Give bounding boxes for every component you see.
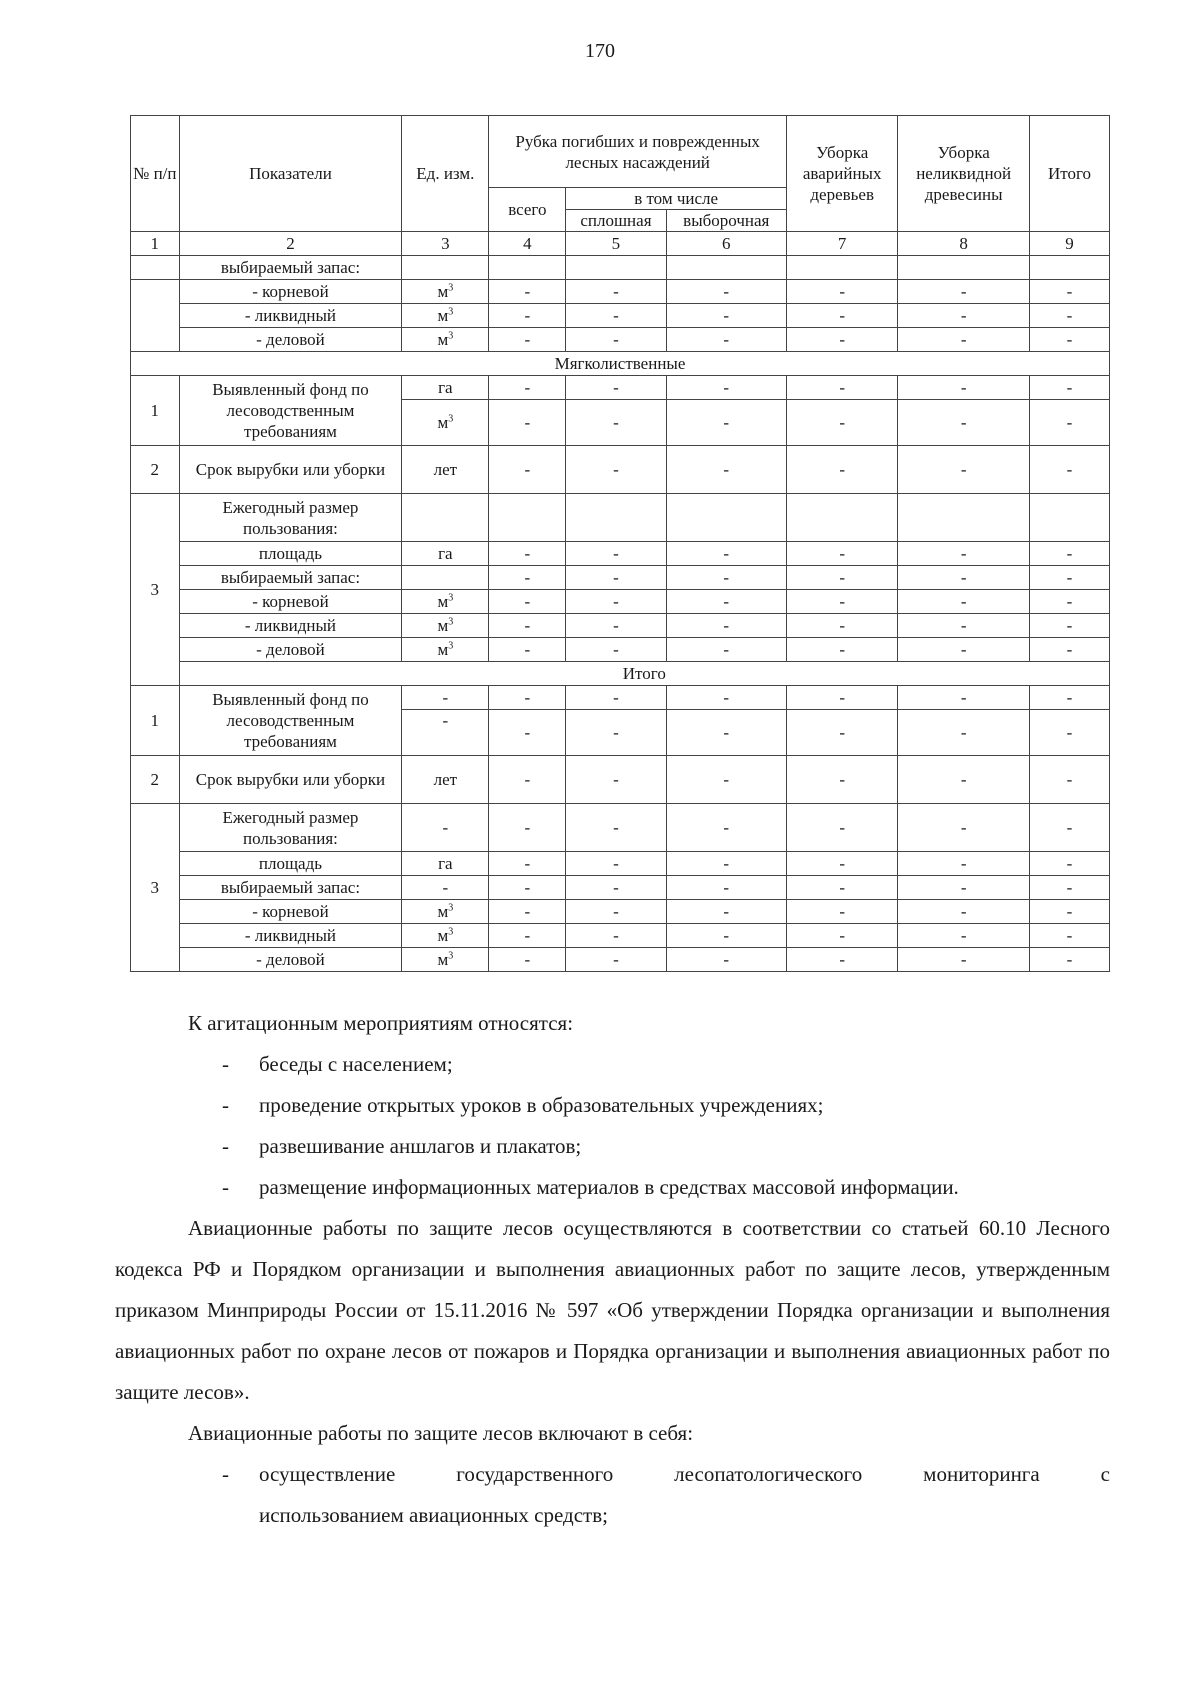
value-cell: - (1029, 614, 1109, 638)
value-cell: - (566, 900, 666, 924)
row-label: площадь (179, 852, 402, 876)
col-number: 2 (179, 232, 402, 256)
unit-m: м (437, 330, 449, 349)
value-cell: - (1029, 710, 1109, 756)
row-num: 3 (131, 804, 180, 972)
list-item-continuation: использованием авиационных средств; (259, 1503, 608, 1527)
value-cell: - (787, 446, 898, 494)
bullet-dash: - (222, 1134, 229, 1158)
page-number: 170 (585, 40, 615, 62)
unit-m: м (437, 413, 449, 432)
value-cell: - (566, 804, 666, 852)
value-cell: - (666, 328, 786, 352)
row-label: Срок вырубки или уборки (179, 446, 402, 494)
value-cell: - (566, 304, 666, 328)
column-number-row (131, 232, 1110, 256)
list-item-text: проведение открытых уроков в образовательных учреждениях; (259, 1093, 824, 1117)
unit-cell (402, 900, 489, 924)
value-cell: - (489, 590, 566, 614)
table-row (131, 876, 1110, 900)
unit-power: 3 (448, 640, 454, 652)
table-row (131, 494, 1110, 542)
header-emergency: Уборка аварийных деревьев (787, 116, 898, 232)
value-cell: - (787, 876, 898, 900)
list-item (115, 1044, 1110, 1085)
unit-cell: - (402, 710, 489, 756)
value-cell: - (489, 400, 566, 446)
value-cell: - (566, 756, 666, 804)
value-cell: - (898, 614, 1030, 638)
value-cell: - (666, 400, 786, 446)
section-total: Итого (179, 662, 1109, 686)
unit-power: 3 (448, 306, 454, 318)
value-cell: - (1029, 804, 1109, 852)
header-illiquid: Уборка неликвидной древесины (898, 116, 1030, 232)
value-cell: - (1029, 686, 1109, 710)
list-item-text: осуществление государственного лесопатологического мониторинга с (259, 1462, 1110, 1486)
unit-cell (402, 614, 489, 638)
unit-m: м (437, 306, 449, 325)
header-unit: Ед. изм. (402, 116, 489, 232)
value-cell: - (1029, 900, 1109, 924)
unit-cell (402, 948, 489, 972)
value-cell: - (489, 876, 566, 900)
unit-power: 3 (448, 592, 454, 604)
value-cell: - (1029, 542, 1109, 566)
value-cell: - (1029, 376, 1109, 400)
row-label: - деловой (179, 948, 402, 972)
value-cell: - (1029, 948, 1109, 972)
unit-m: м (437, 640, 449, 659)
value-cell: - (566, 328, 666, 352)
table-row (131, 542, 1110, 566)
value-cell: - (566, 948, 666, 972)
value-cell: - (666, 710, 786, 756)
value-cell: - (489, 376, 566, 400)
unit-cell (402, 400, 489, 446)
unit-cell: - (402, 876, 489, 900)
value-cell: - (666, 924, 786, 948)
value-cell: - (566, 566, 666, 590)
value-cell: - (1029, 756, 1109, 804)
row-label: Срок вырубки или уборки (179, 756, 402, 804)
section-row (131, 662, 1110, 686)
unit-power: 3 (448, 902, 454, 914)
col-number: 6 (666, 232, 786, 256)
value-cell: - (1029, 852, 1109, 876)
value-cell: - (787, 614, 898, 638)
row-label: выбираемый запас: (179, 566, 402, 590)
value-cell: - (666, 614, 786, 638)
value-cell: - (1029, 566, 1109, 590)
header-cutting: Рубка погибших и поврежденных лесных насаждений (489, 116, 787, 188)
bullet-dash: - (222, 1093, 229, 1117)
unit-m: м (437, 902, 449, 921)
col-number: 8 (898, 232, 1030, 256)
value-cell: - (489, 804, 566, 852)
row-label: Выявленный фонд по лесоводственным требованиям (179, 686, 402, 756)
table-row (131, 852, 1110, 876)
value-cell: - (566, 376, 666, 400)
header-selective: выборочная (666, 210, 786, 232)
table-row (131, 446, 1110, 494)
value-cell: - (666, 948, 786, 972)
col-number: 7 (787, 232, 898, 256)
col-number: 3 (402, 232, 489, 256)
value-cell: - (566, 614, 666, 638)
table-row (131, 614, 1110, 638)
value-cell: - (566, 710, 666, 756)
value-cell: - (489, 900, 566, 924)
value-cell: - (489, 542, 566, 566)
value-cell: - (898, 280, 1030, 304)
table-row (131, 256, 1110, 280)
value-cell: - (489, 638, 566, 662)
list-item (115, 1126, 1110, 1167)
value-cell: - (1029, 446, 1109, 494)
value-cell: - (787, 948, 898, 972)
row-label: - деловой (179, 328, 402, 352)
value-cell: - (666, 446, 786, 494)
row-label: выбираемый запас: (179, 256, 402, 280)
value-cell: - (787, 566, 898, 590)
unit-cell (402, 638, 489, 662)
value-cell: - (787, 590, 898, 614)
row-label: - ликвидный (179, 924, 402, 948)
value-cell: - (489, 304, 566, 328)
value-cell: - (566, 638, 666, 662)
value-cell: - (666, 304, 786, 328)
table-row (131, 924, 1110, 948)
value-cell: - (489, 446, 566, 494)
value-cell: - (787, 400, 898, 446)
bullet-dash: - (222, 1462, 229, 1486)
value-cell: - (898, 328, 1030, 352)
value-cell: - (898, 710, 1030, 756)
value-cell: - (489, 924, 566, 948)
row-label: - корневой (179, 900, 402, 924)
table-row (131, 590, 1110, 614)
value-cell: - (898, 948, 1030, 972)
unit-cell (402, 280, 489, 304)
list-item-text: развешивание аншлагов и плакатов; (259, 1134, 582, 1158)
header-num: № п/п (131, 116, 180, 232)
value-cell: - (666, 876, 786, 900)
value-cell: - (1029, 590, 1109, 614)
unit-m: м (437, 282, 449, 301)
unit-cell: - (402, 686, 489, 710)
value-cell: - (898, 924, 1030, 948)
value-cell: - (787, 924, 898, 948)
row-num: 2 (131, 756, 180, 804)
unit-power: 3 (448, 330, 454, 342)
value-cell: - (898, 542, 1030, 566)
table-row (131, 566, 1110, 590)
value-cell: - (666, 376, 786, 400)
value-cell: - (787, 376, 898, 400)
value-cell: - (787, 304, 898, 328)
value-cell: - (898, 566, 1030, 590)
table-row (131, 638, 1110, 662)
value-cell: - (1029, 924, 1109, 948)
row-label: Ежегодный размер пользования: (179, 804, 402, 852)
value-cell: - (898, 900, 1030, 924)
col-number: 1 (131, 232, 180, 256)
value-cell: - (787, 900, 898, 924)
list-item (115, 1167, 1110, 1208)
bullet-dash: - (222, 1052, 229, 1076)
row-label: - корневой (179, 590, 402, 614)
value-cell: - (566, 446, 666, 494)
row-label: Выявленный фонд по лесоводственным требованиям (179, 376, 402, 446)
value-cell: - (566, 852, 666, 876)
unit-cell: лет (402, 446, 489, 494)
value-cell: - (666, 566, 786, 590)
row-label: выбираемый запас: (179, 876, 402, 900)
row-label: - ликвидный (179, 614, 402, 638)
body-text (115, 1003, 1110, 1536)
value-cell: - (566, 542, 666, 566)
value-cell: - (787, 542, 898, 566)
unit-power: 3 (448, 413, 454, 425)
unit-cell: га (402, 852, 489, 876)
value-cell: - (489, 328, 566, 352)
col-number: 5 (566, 232, 666, 256)
table-row (131, 280, 1110, 304)
col-number: 4 (489, 232, 566, 256)
list-item-text: беседы с населением; (259, 1052, 453, 1076)
value-cell: - (489, 852, 566, 876)
value-cell: - (898, 852, 1030, 876)
row-num: 1 (131, 376, 180, 446)
value-cell: - (666, 756, 786, 804)
unit-power: 3 (448, 926, 454, 938)
value-cell: - (787, 710, 898, 756)
value-cell: - (787, 852, 898, 876)
value-cell: - (489, 756, 566, 804)
unit-cell (402, 590, 489, 614)
value-cell: - (1029, 400, 1109, 446)
header-including: в том числе (566, 188, 787, 210)
value-cell: - (666, 590, 786, 614)
list-item (115, 1454, 1110, 1495)
value-cell: - (489, 280, 566, 304)
value-cell: - (566, 876, 666, 900)
value-cell: - (666, 804, 786, 852)
value-cell: - (666, 852, 786, 876)
forest-table (130, 115, 1110, 972)
value-cell: - (898, 590, 1030, 614)
row-num: 1 (131, 686, 180, 756)
value-cell: - (489, 710, 566, 756)
value-cell: - (666, 900, 786, 924)
unit-cell: га (402, 542, 489, 566)
value-cell: - (566, 400, 666, 446)
value-cell: - (1029, 638, 1109, 662)
row-label: - деловой (179, 638, 402, 662)
aviation-paragraph: Авиационные работы по защите лесов осуществляются в соответствии со статьей 60.10 Лесного кодекса РФ и Порядком организации и выполнения авиационных работ по защите лесов, утвержденным приказом Минприроды России от 15.11.2016 № 597 «Об утверждении Порядка организации и выполнения авиационных работ по охране лесов от пожаров и Порядка организации и выполнения авиационных работ по защите лесов». (115, 1216, 1110, 1404)
header-indicators: Показатели (179, 116, 402, 232)
header-clear: сплошная (566, 210, 666, 232)
table-row (131, 900, 1110, 924)
unit-power: 3 (448, 950, 454, 962)
row-num: 3 (131, 494, 180, 686)
header-itogo: Итого (1029, 116, 1109, 232)
value-cell: - (898, 376, 1030, 400)
value-cell: - (787, 686, 898, 710)
unit-cell (402, 328, 489, 352)
value-cell: - (489, 948, 566, 972)
value-cell: - (1029, 328, 1109, 352)
row-label: - ликвидный (179, 304, 402, 328)
unit-cell: га (402, 376, 489, 400)
value-cell: - (666, 542, 786, 566)
value-cell: - (1029, 280, 1109, 304)
bullet-dash: - (222, 1175, 229, 1199)
unit-power: 3 (448, 616, 454, 628)
unit-m: м (437, 950, 449, 969)
value-cell: - (787, 280, 898, 304)
col-number: 9 (1029, 232, 1109, 256)
value-cell: - (566, 590, 666, 614)
table-row (131, 304, 1110, 328)
value-cell: - (489, 566, 566, 590)
unit-m: м (437, 926, 449, 945)
row-label: площадь (179, 542, 402, 566)
value-cell: - (666, 280, 786, 304)
section-soft: Мягколиственные (131, 352, 1110, 376)
table-row (131, 686, 1110, 710)
list-item (115, 1085, 1110, 1126)
intro-paragraph-2: Авиационные работы по защите лесов включают в себя: (188, 1421, 694, 1445)
value-cell: - (1029, 304, 1109, 328)
row-num: 2 (131, 446, 180, 494)
header-total: всего (489, 188, 566, 232)
value-cell: - (566, 924, 666, 948)
value-cell: - (898, 638, 1030, 662)
value-cell: - (787, 328, 898, 352)
value-cell: - (666, 638, 786, 662)
value-cell: - (898, 400, 1030, 446)
section-row (131, 352, 1110, 376)
table-row (131, 376, 1110, 400)
value-cell: - (898, 876, 1030, 900)
value-cell: - (898, 686, 1030, 710)
table-row (131, 328, 1110, 352)
value-cell: - (787, 756, 898, 804)
intro-paragraph: К агитационным мероприятиям относятся: (188, 1011, 574, 1035)
value-cell: - (1029, 876, 1109, 900)
table-row (131, 756, 1110, 804)
value-cell: - (787, 804, 898, 852)
row-label: Ежегодный размер пользования: (179, 494, 402, 542)
value-cell: - (898, 304, 1030, 328)
value-cell: - (787, 638, 898, 662)
value-cell: - (898, 756, 1030, 804)
row-label: - корневой (179, 280, 402, 304)
value-cell: - (898, 446, 1030, 494)
unit-cell (402, 924, 489, 948)
unit-m: м (437, 616, 449, 635)
unit-power: 3 (448, 282, 454, 294)
unit-m: м (437, 592, 449, 611)
table-row (131, 804, 1110, 852)
table-row (131, 948, 1110, 972)
list-item-text: размещение информационных материалов в средствах массовой информации. (259, 1175, 959, 1199)
unit-cell: - (402, 804, 489, 852)
value-cell: - (566, 280, 666, 304)
value-cell: - (489, 686, 566, 710)
unit-cell: лет (402, 756, 489, 804)
unit-cell (402, 304, 489, 328)
value-cell: - (666, 686, 786, 710)
value-cell: - (566, 686, 666, 710)
value-cell: - (898, 804, 1030, 852)
value-cell: - (489, 614, 566, 638)
